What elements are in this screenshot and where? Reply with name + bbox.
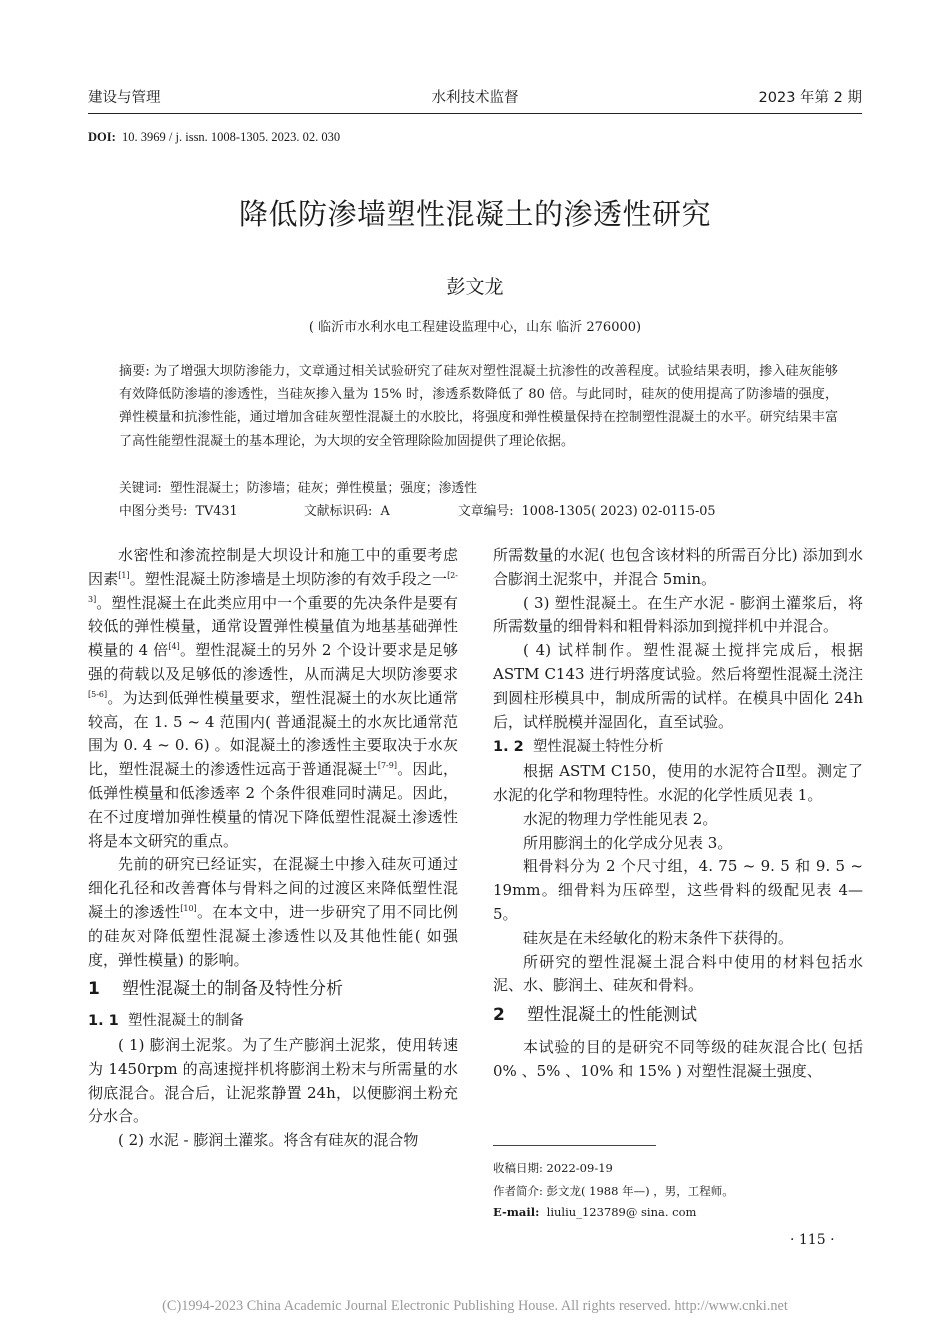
running-header-issue: 2023 年第 2 期 <box>758 90 862 106</box>
doi-label: DOI: <box>88 130 116 144</box>
subsection-heading-1-1 <box>88 1010 458 1034</box>
subsection-number: 1. 2 <box>493 739 524 756</box>
copyright-watermark: (C)1994-2023 China Academic Journal Electronic Publishing House. All rights reserved. http://www.cnki.net <box>162 1298 788 1314</box>
article-author: 彭文龙 <box>446 276 504 298</box>
footnote-received: 收稿日期: 2022-09-19 <box>493 1161 613 1175</box>
text-run: 。因此，低弹性模量和低渗透率 2 个条件很难同时满足。因此，在不过度增加弹性模量的情况下降低塑性混凝土渗透性将是本文研究的重点。 <box>88 760 458 850</box>
section-heading-1 <box>88 978 458 1002</box>
section-heading-2 <box>493 1004 863 1028</box>
citation: [4] <box>168 642 180 652</box>
subsection-title: 塑性混凝土特性分析 <box>533 739 664 756</box>
article-title: 降低防渗墙塑性混凝土的渗透性研究 <box>238 197 711 231</box>
keywords-text: 塑性混凝土；防渗墙；硅灰；弹性模量；强度；渗透性 <box>169 481 477 496</box>
clc-value: TV431 <box>195 504 238 519</box>
author-affiliation: ( 临沂市水利水电工程建设监理中心，山东 临沂 276000) <box>308 320 642 335</box>
materials-paragraph-f: 所研究的塑性混凝土混合料中使用的材料包括水泥、水、膨润土、硅灰和骨料。 <box>493 952 863 995</box>
abstract-label: 摘要: <box>119 364 150 379</box>
section-number: 1 <box>88 979 100 1000</box>
procedure-item-4: ( 4) 试样制作。塑性混凝土搅拌完成后，根据 ASTM C143 进行坍落度试验。然后将塑性混凝土浇注到圆柱形模具中，制成所需的试样。在模具中固化 24h 后，试样脱模并湿固化，直至试验。 <box>493 641 863 731</box>
article-number-value: 1008-1305( 2023) 02-0115-05 <box>521 504 716 519</box>
text-run: 先前的研究已经证实，在混凝土中掺入硅灰可通过细化孔径和改善膏体与骨料之间的过渡区来降低塑性混凝土的渗透性 <box>88 855 458 921</box>
text-run: 。在本文中，进一步研究了用不同比例的硅灰对降低塑性混凝土渗透性以及其他性能( 如强度，弹性模量) 的影响。 <box>88 902 458 969</box>
materials-paragraph-e: 硅灰是在未经敏化的粉末条件下获得的。 <box>523 928 794 947</box>
doi-line <box>88 130 340 145</box>
running-header-journal: 水利技术监督 <box>431 90 519 106</box>
abstract <box>119 360 838 453</box>
citation: [7-9] <box>377 761 397 771</box>
intro-paragraph-2 <box>88 853 458 972</box>
citation: [5-6] <box>88 689 108 699</box>
right-column <box>493 544 863 1084</box>
section-title: 塑性混凝土的制备及特性分析 <box>122 979 343 1000</box>
clc-label: 中图分类号: <box>119 504 188 519</box>
header-rule <box>88 113 862 114</box>
page-number: · 115 · <box>790 1232 835 1248</box>
text-run: 水密性和渗流控制是大坝设计和施工中的重要考虑因素 <box>88 546 458 588</box>
footnote-rule <box>493 1145 656 1146</box>
subsection-title: 塑性混凝土的制备 <box>128 1013 244 1030</box>
email-label: E-mail: <box>493 1205 540 1219</box>
text-run: 。为达到低弹性模量要求，塑性混凝土的水灰比通常较高，在 1. 5 ~ 4 范围内( 普通混凝土的水灰比通常范围为 0. 4 ~ 0. 6) 。如混凝土的渗透性主要取决于水灰比，塑性混凝土的渗透性远高于普通混凝土 <box>88 688 458 779</box>
footnote-author-bio: 作者简介: 彭文龙( 1988 年—) ，男，工程师。 <box>493 1184 734 1198</box>
keywords <box>119 477 477 496</box>
document-code <box>304 500 390 519</box>
section-title: 塑性混凝土的性能测试 <box>527 1005 697 1026</box>
article-number <box>458 500 716 519</box>
citation: [10] <box>180 903 197 913</box>
procedure-item-1: ( 1) 膨润土泥浆。为了生产膨润土泥浆，使用转速为 1450rpm 的高速搅拌机将膨润土粉末与所需量的水彻底混合。混合后，让泥浆静置 24h，以便膨润土粉充分水合。 <box>88 1035 458 1126</box>
subsection-number: 1. 1 <box>88 1013 119 1030</box>
clc-number <box>119 500 238 519</box>
intro-paragraph-1 <box>88 544 458 853</box>
materials-paragraph-d: 粗骨料分为 2 个尺寸组，4. 75 ~ 9. 5 和 9. 5 ~ 19mm。细骨料为压碎型，这些骨料的级配见表 4—5。 <box>493 857 863 923</box>
testing-paragraph: 本试验的目的是研究不同等级的硅灰混合比( 包括 0% 、5% 、10% 和 15% ) 对塑性混凝土强度、 <box>493 1037 863 1080</box>
doc-code-label: 文献标识码: <box>304 504 373 519</box>
doc-code-value: A <box>380 504 390 519</box>
materials-paragraph-a: 根据 ASTM C150，使用的水泥符合Ⅱ型。测定了水泥的化学和物理特性。水泥的化学性质见表 1。 <box>493 762 863 804</box>
doi-value: 10. 3969 / j. issn. 1008-1305. 2023. 02. 030 <box>122 130 341 144</box>
text-run: 。塑性混凝土在此类应用中一个重要的先决条件是要有较低的弹性模量，通常设置弹性模量值为地基基础弹性模量的 4 倍 <box>88 593 458 660</box>
article-number-label: 文章编号: <box>458 504 514 519</box>
procedure-item-2-start: ( 2) 水泥 - 膨润土灌浆。将含有硅灰的混合物 <box>118 1131 419 1150</box>
keywords-label: 关键词: <box>119 481 162 496</box>
section-number: 2 <box>493 1005 505 1026</box>
running-header-section: 建设与管理 <box>88 90 161 106</box>
materials-paragraph-c: 所用膨润土的化学成分见表 3。 <box>523 833 733 852</box>
footnote-email <box>493 1205 696 1219</box>
citation: [2-3] <box>88 570 458 604</box>
text-run: 。塑性混凝土的另外 2 个设计要求是足够强的荷载以及足够低的渗透性，从而满足大坝防渗要求 <box>88 641 458 683</box>
email-value: liuliu_123789@ sina. com <box>546 1205 697 1219</box>
left-column <box>88 544 458 1153</box>
procedure-item-2-cont: 所需数量的水泥( 也包含该材料的所需百分比) 添加到水合膨润土泥浆中，并混合 5min。 <box>493 546 863 588</box>
text-run: 。塑性混凝土防渗墙是土坝防渗的有效手段之一 <box>129 569 448 588</box>
abstract-text: 为了增强大坝防渗能力，文章通过相关试验研究了硅灰对塑性混凝土抗渗性的改善程度。试验结果表明，掺入硅灰能够有效降低防渗墙的渗透性，当硅灰掺入量为 15% 时，渗透系数降低了 80 倍。与此同时，硅灰的使用提高了防渗墙的强度，弹性模量和抗渗性能，通过增加含硅灰塑性混凝土的水胶比，将强度和弹性模量保持在控制塑性混凝土的水平。研究结果丰富了高性能塑性混凝土的基本理论，为大坝的安全管理除险加固提供了理论依据。 <box>119 364 838 449</box>
citation: [1] <box>118 570 130 580</box>
subsection-heading-1-2 <box>493 736 863 760</box>
procedure-item-3: ( 3) 塑性混凝土。在生产水泥 - 膨润土灌浆后，将所需数量的细骨料和粗骨料添加到搅拌机中并混合。 <box>493 593 863 636</box>
materials-paragraph-b: 水泥的物理力学性能见表 2。 <box>523 809 718 828</box>
